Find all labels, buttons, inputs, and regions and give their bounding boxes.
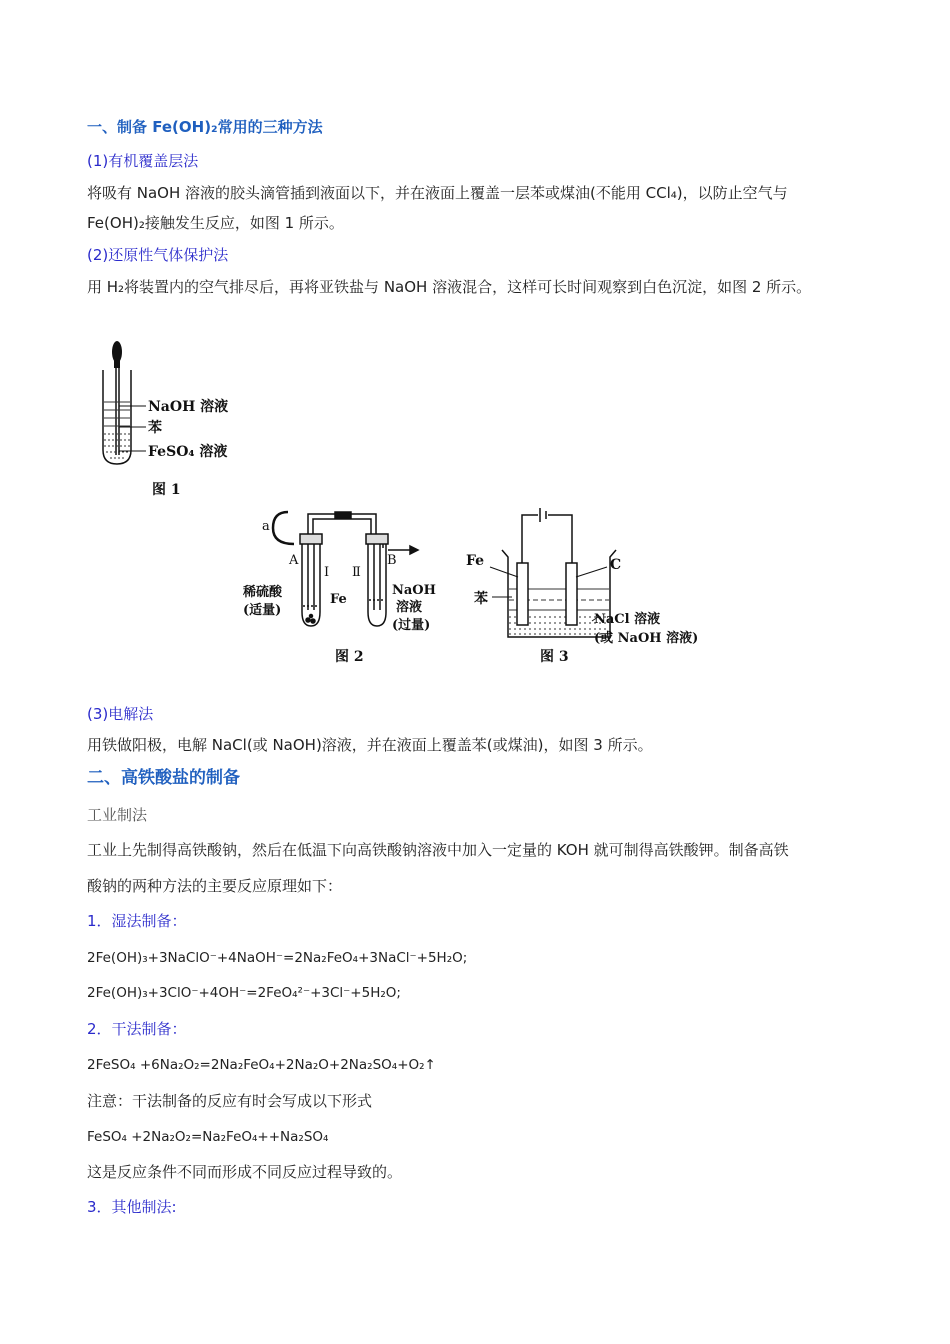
- fig2-caption: 图 2: [335, 649, 364, 665]
- wet-equation-2: 2Fe(OH)₃+3ClO⁻+4OH⁻=2FeO₄²⁻+3Cl⁻+5H₂O;: [87, 985, 401, 1001]
- fig3-label-nacl: NaCl 溶液: [594, 612, 661, 627]
- fig1-caption: 图 1: [152, 482, 181, 498]
- connecting-tube: [308, 512, 418, 554]
- fig2-label-naoh: NaOH: [392, 583, 436, 598]
- method-1-title: (1)有机覆盖层法: [87, 152, 199, 170]
- fig2-label-acid: 稀硫酸: [243, 585, 283, 600]
- fig2-label-fe: Fe: [330, 592, 347, 607]
- note-conclusion: 这是反应条件不同而形成不同反应过程导致的。: [87, 1163, 403, 1181]
- fig2-label-I: Ⅰ: [324, 565, 330, 580]
- method-3-text: 用铁做阳极，电解 NaCl(或 NaOH)溶液，并在液面上覆盖苯(或煤油)，如图 3 所示。: [87, 736, 653, 754]
- test-tube-1: [103, 366, 131, 464]
- other-method-title: 3．其他制法:: [87, 1198, 177, 1216]
- section-2-intro-line-1: 工业上先制得高铁酸钠，然后在低温下向高铁酸钠溶液中加入一定量的 KOH 就可制得高铁酸钾。制备高铁: [87, 841, 789, 859]
- figure-1-diagram: [90, 330, 260, 505]
- fig3-label-naoh-alt: (或 NaOH 溶液): [594, 631, 699, 646]
- fig1-label-benzene: 苯: [148, 420, 162, 436]
- leader-lines-1: [119, 406, 146, 451]
- fig3-caption: 图 3: [540, 649, 569, 665]
- note-equation: FeSO₄ +2Na₂O₂=Na₂FeO₄++Na₂SO₄: [87, 1129, 329, 1145]
- section-2-title: 二、高铁酸盐的制备: [87, 768, 240, 788]
- fig2-label-excess: (过量): [392, 618, 431, 633]
- method-2-text: 用 H₂将装置内的空气排尽后，再将亚铁盐与 NaOH 溶液混合，这样可长时间观察到白色沉淀，如图 2 所示。: [87, 278, 812, 296]
- iron-electrode: [517, 563, 528, 625]
- section-1-title: 一、制备 Fe(OH)₂常用的三种方法: [87, 118, 323, 136]
- fig2-label-A: A: [289, 553, 299, 568]
- figure-2-diagram: [238, 500, 453, 675]
- method-2-title: (2)还原性气体保护法: [87, 246, 229, 264]
- fig2-label-a: a: [262, 519, 270, 534]
- fig3-label-benzene: 苯: [474, 591, 488, 607]
- section-2-intro-line-2: 酸钠的两种方法的主要反应原理如下：: [87, 877, 343, 895]
- tube-2: [366, 534, 388, 626]
- carbon-electrode: [566, 563, 577, 625]
- fig2-label-II: Ⅱ: [352, 565, 361, 580]
- tube-1: [300, 534, 322, 626]
- fig2-label-B: B: [387, 553, 397, 568]
- fig2-label-solution: 溶液: [396, 600, 423, 615]
- dry-equation: 2FeSO₄ +6Na₂O₂=2Na₂FeO₄+2Na₂O+2Na₂SO₄+O₂↑: [87, 1057, 436, 1073]
- wet-equation-1: 2Fe(OH)₃+3NaClO⁻+4NaOH⁻=2Na₂FeO₄+3NaCl⁻+5H₂O;: [87, 950, 468, 966]
- rubber-tube-a: [273, 512, 294, 544]
- method-1-text-line-1: 将吸有 NaOH 溶液的胶头滴管插到液面以下，并在液面上覆盖一层苯或煤油(不能用 CCl₄)，以防止空气与: [87, 184, 788, 202]
- fig1-label-feso4: FeSO₄ 溶液: [148, 444, 228, 460]
- power-circuit: [522, 508, 572, 563]
- note-text: 注意：干法制备的反应有时会写成以下形式: [87, 1092, 373, 1110]
- fig3-label-c: C: [610, 557, 622, 573]
- wet-method-title: 1．湿法制备：: [87, 912, 187, 930]
- liquid-layers-1: [104, 402, 130, 458]
- dry-method-title: 2．干法制备：: [87, 1020, 187, 1038]
- method-3-title: (3)电解法: [87, 705, 154, 723]
- figure-3-diagram: [462, 505, 712, 675]
- fig3-label-fe: Fe: [466, 553, 485, 569]
- dropper-bulb: [112, 341, 122, 368]
- section-2-subtitle: 工业制法: [87, 806, 148, 824]
- fig1-label-naoh: NaOH 溶液: [148, 399, 229, 415]
- method-1-text-line-2: Fe(OH)₂接触发生反应，如图 1 所示。: [87, 214, 344, 232]
- fig2-label-acid-amount: (适量): [243, 603, 282, 618]
